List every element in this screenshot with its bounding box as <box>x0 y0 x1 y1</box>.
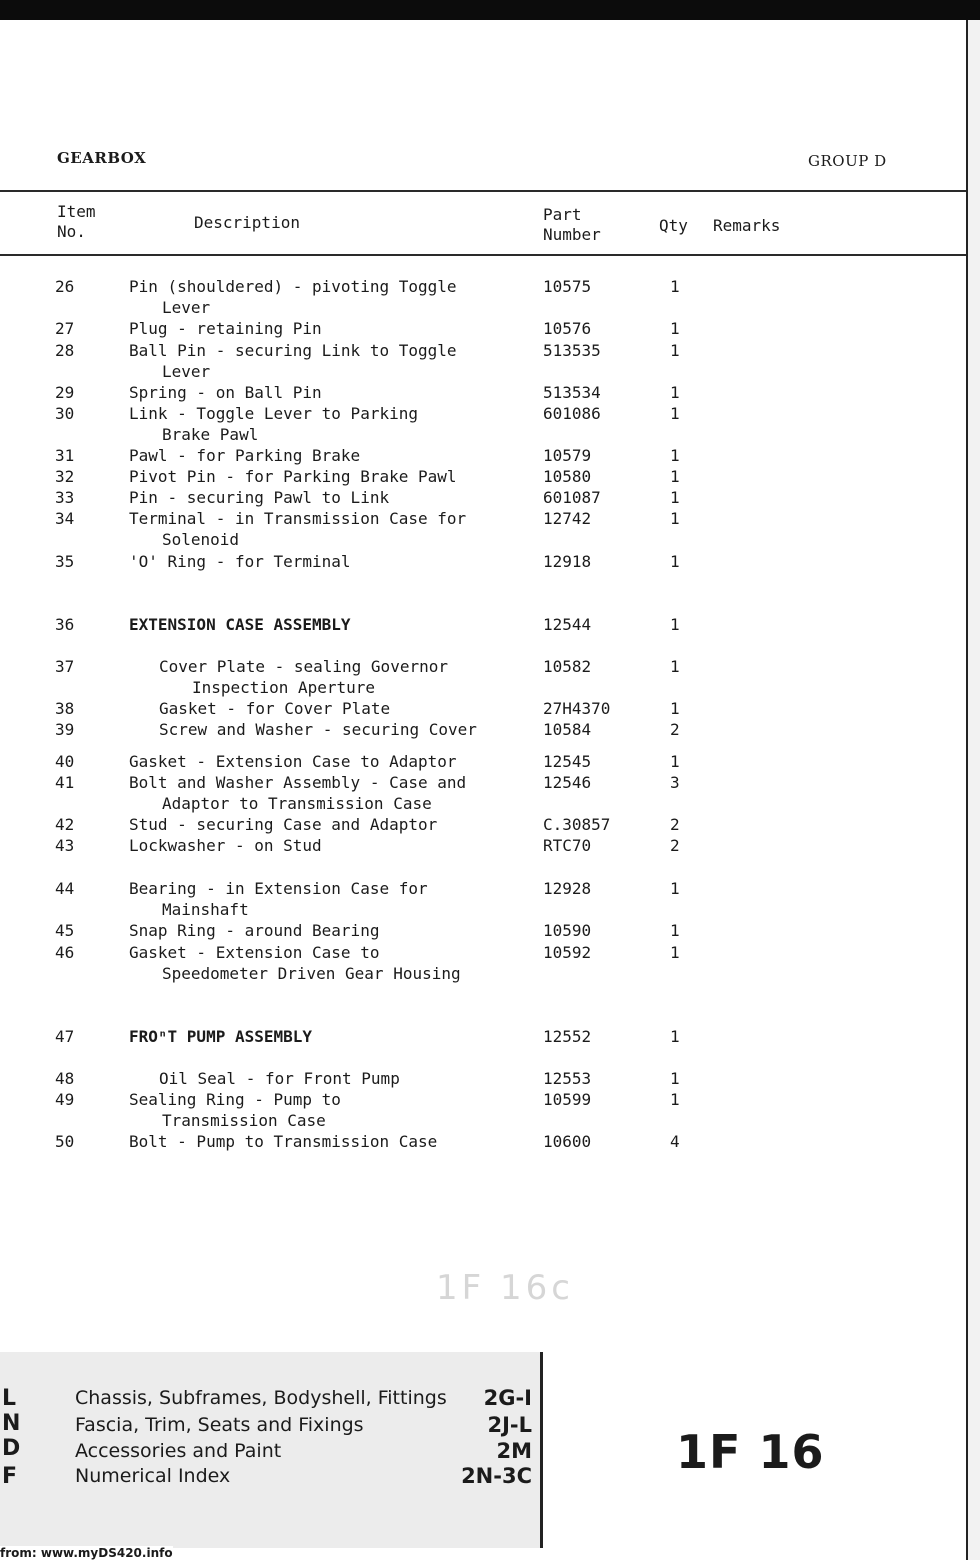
item-number: 38 <box>55 699 75 718</box>
part-number: 12553 <box>543 1069 592 1088</box>
part-number: 10592 <box>543 943 592 962</box>
part-number: 10600 <box>543 1132 592 1151</box>
item-number: 36 <box>55 615 75 634</box>
col-description-header: Description <box>194 213 300 232</box>
item-number: 47 <box>55 1027 75 1046</box>
description-line: Pivot Pin - for Parking Brake Pawl <box>129 467 457 486</box>
table-row <box>0 835 966 855</box>
part-number: 12918 <box>543 552 592 571</box>
part-number: 12545 <box>543 752 592 771</box>
quantity: 1 <box>670 752 680 771</box>
item-number: 30 <box>55 404 75 423</box>
item-number: 29 <box>55 383 75 402</box>
table-row <box>0 656 966 697</box>
index-item-numerical[interactable]: Numerical Index <box>75 1465 231 1487</box>
item-number: 32 <box>55 467 75 486</box>
table-row <box>0 1026 966 1046</box>
part-description <box>129 466 457 487</box>
part-description <box>129 814 437 835</box>
description-line: Stud - securing Case and Adaptor <box>129 815 438 834</box>
description-line: Bolt and Washer Assembly - Case and <box>129 773 467 792</box>
source-watermark: from: www.myDS420.info <box>0 1546 173 1560</box>
table-row <box>0 1131 966 1151</box>
quantity: 3 <box>670 773 680 792</box>
col-remarks-header: Remarks <box>713 216 781 235</box>
item-number: 34 <box>55 509 75 528</box>
item-number: 49 <box>55 1090 75 1109</box>
quantity: 1 <box>670 383 680 402</box>
table-row <box>0 487 966 507</box>
quantity: 4 <box>670 1132 680 1151</box>
part-number: 10575 <box>543 277 592 296</box>
item-number: 40 <box>55 752 75 771</box>
quantity: 1 <box>670 509 680 528</box>
quantity: 1 <box>670 488 680 507</box>
table-row <box>0 445 966 465</box>
part-description <box>129 772 466 814</box>
description-continuation: Lever <box>162 298 211 317</box>
description-continuation: Lever <box>162 362 211 381</box>
description-continuation: Inspection Aperture <box>192 678 376 697</box>
section-title: GEARBOX <box>57 149 147 167</box>
quantity: 2 <box>670 720 680 739</box>
description-line: Sealing Ring - Pump to <box>129 1090 341 1109</box>
page-edge <box>966 20 980 1560</box>
index-tab-letter: N <box>2 1411 21 1436</box>
top-border <box>0 0 980 20</box>
table-row <box>0 403 966 444</box>
description-line: Screw and Washer - securing Cover <box>159 720 477 739</box>
table-row <box>0 1089 966 1130</box>
description-line: Lockwasher - on Stud <box>129 836 322 855</box>
index-tab-letter: D <box>2 1436 21 1461</box>
index-item-chassis[interactable]: Chassis, Subframes, Bodyshell, Fittings <box>75 1387 447 1409</box>
item-number: 33 <box>55 488 75 507</box>
part-description <box>129 1068 400 1089</box>
part-description <box>129 340 457 382</box>
description-line: Pawl - for Parking Brake <box>129 446 361 465</box>
table-row <box>0 466 966 486</box>
item-number: 48 <box>55 1069 75 1088</box>
quantity: 1 <box>670 552 680 571</box>
description-line: Cover Plate - sealing Governor <box>159 657 448 676</box>
description-line: Gasket - Extension Case to <box>129 943 380 962</box>
item-number: 44 <box>55 879 75 898</box>
table-row <box>0 1068 966 1088</box>
item-number: 41 <box>55 773 75 792</box>
header-rule-bottom <box>0 254 966 256</box>
item-number: 35 <box>55 552 75 571</box>
part-description <box>129 614 351 635</box>
part-description <box>129 276 457 318</box>
table-row <box>0 698 966 718</box>
part-number: 513535 <box>543 341 601 360</box>
table-row <box>0 942 966 983</box>
description-line: Oil Seal - for Front Pump <box>159 1069 400 1088</box>
quantity: 1 <box>670 879 680 898</box>
part-description <box>129 719 477 740</box>
index-code-accessories[interactable]: 2M <box>496 1439 532 1463</box>
part-number: 12928 <box>543 879 592 898</box>
item-number: 31 <box>55 446 75 465</box>
index-code-chassis[interactable]: 2G-I <box>483 1386 532 1410</box>
index-item-accessories[interactable]: Accessories and Paint <box>75 1440 282 1462</box>
part-description <box>129 487 389 508</box>
quantity: 1 <box>670 446 680 465</box>
item-number: 43 <box>55 836 75 855</box>
table-row <box>0 276 966 317</box>
table-row <box>0 382 966 402</box>
part-number: 10584 <box>543 720 592 739</box>
quantity: 2 <box>670 836 680 855</box>
table-row <box>0 508 966 549</box>
pencil-annotation: 1F 16c <box>436 1268 574 1308</box>
quantity: 1 <box>670 943 680 962</box>
quantity: 2 <box>670 815 680 834</box>
quantity: 1 <box>670 699 680 718</box>
part-description <box>129 403 418 445</box>
description-continuation: Transmission Case <box>162 1111 326 1130</box>
part-description <box>129 698 390 719</box>
part-description <box>129 942 461 984</box>
part-number: 513534 <box>543 383 601 402</box>
part-description <box>129 751 457 772</box>
description-line: Pin - securing Pawl to Link <box>129 488 390 507</box>
item-number: 27 <box>55 319 75 338</box>
description-line: Pin (shouldered) - pivoting Toggle <box>129 277 457 296</box>
part-description <box>129 1089 341 1131</box>
table-row <box>0 751 966 771</box>
item-number: 39 <box>55 720 75 739</box>
quantity: 1 <box>670 1027 680 1046</box>
table-row <box>0 878 966 919</box>
item-number: 46 <box>55 943 75 962</box>
description-line: Bearing - in Extension Case for <box>129 879 428 898</box>
part-number: 12546 <box>543 773 592 792</box>
table-row <box>0 920 966 940</box>
table-row <box>0 318 966 338</box>
part-number: 10590 <box>543 921 592 940</box>
part-description <box>129 551 351 572</box>
quantity: 1 <box>670 277 680 296</box>
part-number: 10582 <box>543 657 592 676</box>
description-line: EXTENSION CASE ASSEMBLY <box>129 615 351 634</box>
index-tab-letter: F <box>2 1464 18 1489</box>
item-number: 42 <box>55 815 75 834</box>
description-line: Terminal - in Transmission Case for <box>129 509 467 528</box>
part-description <box>129 445 360 466</box>
part-number: 601087 <box>543 488 601 507</box>
quantity: 1 <box>670 657 680 676</box>
quantity: 1 <box>670 404 680 423</box>
description-line: Link - Toggle Lever to Parking <box>129 404 418 423</box>
quantity: 1 <box>670 341 680 360</box>
index-item-fascia[interactable]: Fascia, Trim, Seats and Fixings <box>75 1414 364 1436</box>
part-description <box>129 878 428 920</box>
part-number: RTC70 <box>543 836 592 855</box>
quantity: 1 <box>670 921 680 940</box>
description-line: Bolt - Pump to Transmission Case <box>129 1132 438 1151</box>
part-description <box>129 920 379 941</box>
part-number: 10576 <box>543 319 592 338</box>
col-part-header: Part Number <box>543 205 601 244</box>
part-number: 12544 <box>543 615 592 634</box>
part-description <box>129 1131 437 1152</box>
part-description <box>129 318 322 339</box>
item-number: 28 <box>55 341 75 360</box>
description-line: Ball Pin - securing Link to Toggle <box>129 341 457 360</box>
description-continuation: Brake Pawl <box>162 425 259 444</box>
table-row <box>0 814 966 834</box>
description-continuation: Mainshaft <box>162 900 249 919</box>
description-line: Snap Ring - around Bearing <box>129 921 380 940</box>
table-row <box>0 614 966 634</box>
quantity: 1 <box>670 319 680 338</box>
group-label: GROUP D <box>808 152 887 170</box>
table-row <box>0 340 966 381</box>
table-row <box>0 719 966 739</box>
quantity: 1 <box>670 615 680 634</box>
description-line: 'O' Ring - for Terminal <box>129 552 351 571</box>
item-number: 45 <box>55 921 75 940</box>
part-number: 601086 <box>543 404 601 423</box>
quantity: 1 <box>670 467 680 486</box>
part-description <box>129 835 322 856</box>
part-number: 12552 <box>543 1027 592 1046</box>
description-continuation: Adaptor to Transmission Case <box>162 794 432 813</box>
section-index <box>0 1352 543 1548</box>
part-description <box>129 1026 312 1047</box>
description-line: Gasket - for Cover Plate <box>159 699 391 718</box>
part-number: 10579 <box>543 446 592 465</box>
fiche-number: 1F 16 <box>676 1425 825 1479</box>
part-description <box>129 508 466 550</box>
item-number: 26 <box>55 277 75 296</box>
description-line: FROⁿT PUMP ASSEMBLY <box>129 1027 313 1046</box>
description-continuation: Solenoid <box>162 530 240 549</box>
index-code-fascia[interactable]: 2J-L <box>487 1413 532 1437</box>
description-line: Gasket - Extension Case to Adaptor <box>129 752 457 771</box>
part-description <box>129 382 322 403</box>
description-continuation: Speedometer Driven Gear Housing <box>162 964 461 983</box>
part-number: 27H4370 <box>543 699 611 718</box>
quantity: 1 <box>670 1069 680 1088</box>
part-number: 10599 <box>543 1090 592 1109</box>
part-number: 10580 <box>543 467 592 486</box>
quantity: 1 <box>670 1090 680 1109</box>
description-line: Plug - retaining Pin <box>129 319 322 338</box>
item-number: 50 <box>55 1132 75 1151</box>
header-rule-top <box>0 190 966 192</box>
col-item-header: Item No. <box>57 202 96 241</box>
index-code-numerical[interactable]: 2N-3C <box>461 1464 532 1488</box>
fiche-footer <box>0 1352 966 1548</box>
table-row <box>0 772 966 813</box>
item-number: 37 <box>55 657 75 676</box>
col-qty-header: Qty <box>659 216 688 235</box>
part-number: 12742 <box>543 509 592 528</box>
part-number: C.30857 <box>543 815 611 834</box>
index-tab-letter: L <box>2 1386 17 1411</box>
table-row <box>0 551 966 571</box>
description-line: Spring - on Ball Pin <box>129 383 322 402</box>
part-description <box>129 656 448 698</box>
